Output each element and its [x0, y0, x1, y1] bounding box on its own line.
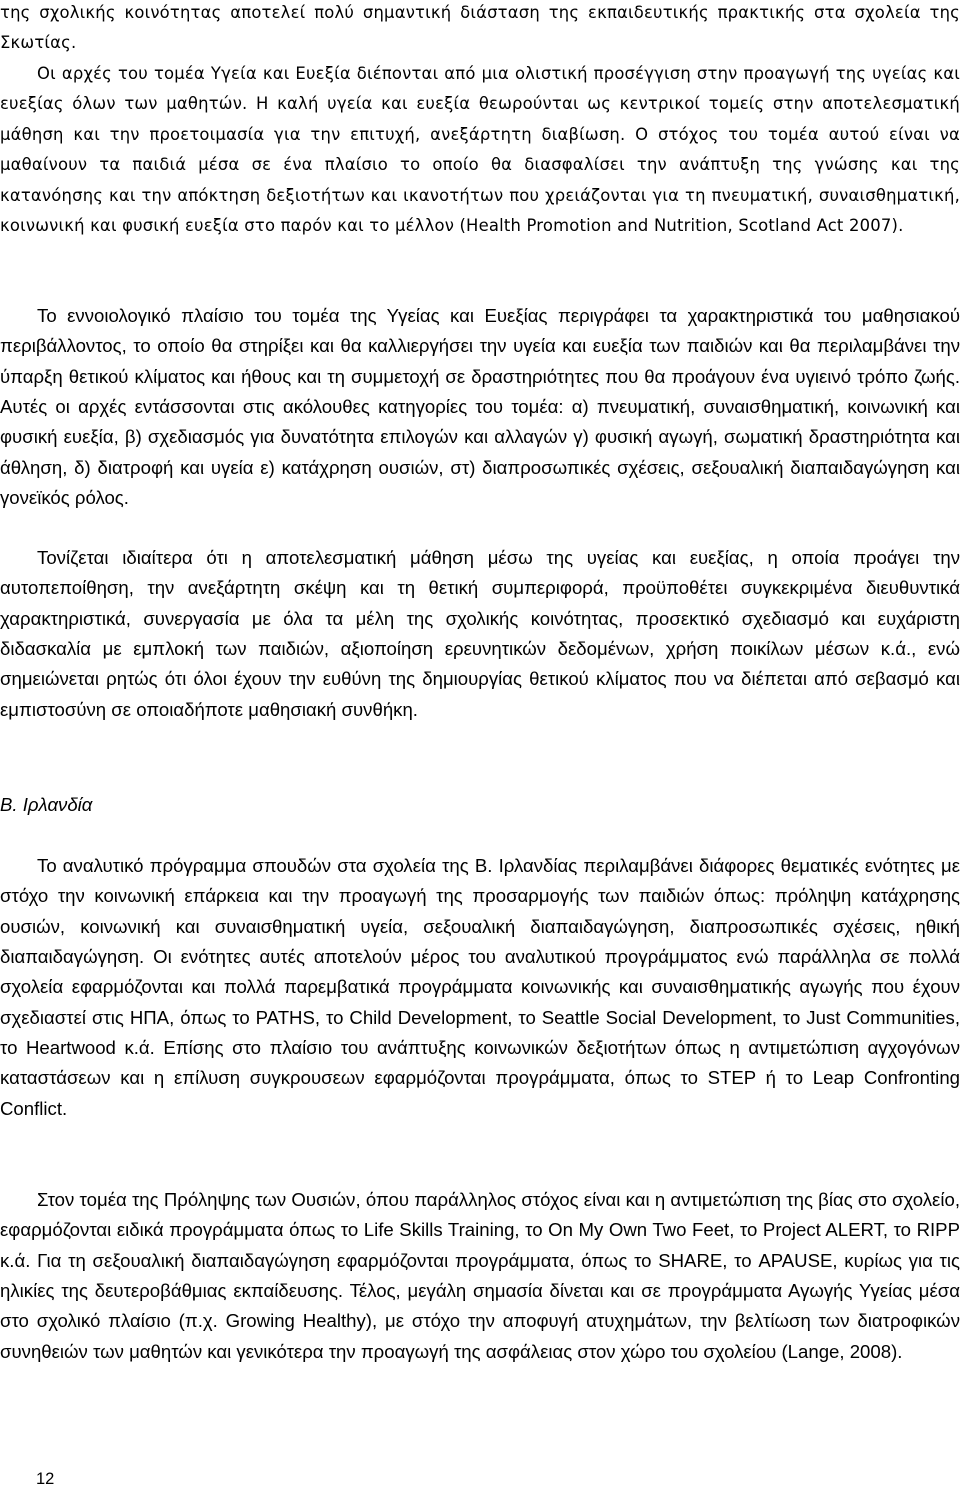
- paragraph-conceptual-framework: Το εννοιολογικό πλαίσιο του τομέα της Υγείας και Ευεξίας περιγράφει τα χαρακτηριστικά του μαθησιακού περιβάλλοντος, το οποίο θα στηρίξει και θα καλλιεργήσει την υγεία και ευεξία των παιδιών και θα περιλαμβάνει την ύπαρξη θετικού κλίματος και ήθους και τη συμμετοχή σε δραστηριότητες που θα προάγουν ένα υγιεινό τρόπο ζωής. Αυτές οι αρχές εντάσσονται στις ακόλουθες κατηγορίες του τομέα: α) πνευματική, συναισθηματική, κοινωνική και φυσική ευεξία, β) σχεδιασμός για δυνατότητα επιλογών και αλλαγών γ) φυσική αγωγή, σωματική δραστηριότητα και άθληση, δ) διατροφή και υγεία ε) κατάχρηση ουσιών, στ) διαπροσωπικές σχέσεις, σεξουαλική διαπαιδαγώγηση και γονεϊκός ρόλος.: [0, 305, 960, 509]
- paragraph-effective-learning: Τονίζεται ιδιαίτερα ότι η αποτελεσματική μάθηση μέσω της υγείας και ευεξίας, η οποία προάγει την αυτοπεποίθηση, την ανεξάρτητη σκέψη και τη θετική συμπεριφορά, προϋποθέτει συγκεκριμένα διευθυντικά χαρακτηριστικά, συνεργασία με όλα τα μέλη της σχολικής κοινότητας, προσεκτικό σχεδιασμό και ευχάριστη διδασκαλία με εμπλοκή των παιδιών, αξιοποίηση ερευνητικών δεδομένων, χρήση ποικίλων μέσων κ.ά., ενώ σημειώνεται ρητώς ότι όλοι έχουν την ευθύνη της δημιουργίας θετικού κλίματος που να διέπεται από σεβασμό και εμπιστοσύνη σε οποιαδήποτε μαθησιακή συνθήκη.: [0, 547, 960, 720]
- paragraph-scotland-intro-end: της σχολικής κοινότητας αποτελεί πολύ σημαντική διάσταση της εκπαιδευτικής πρακτικής στα σχολεία της Σκωτίας.: [0, 3, 960, 53]
- paragraph-ni-curriculum: Το αναλυτικό πρόγραμμα σπουδών στα σχολεία της Β. Ιρλανδίας περιλαμβάνει διάφορες θεματικές ενότητες με στόχο την κοινωνική επάρκεια και την προαγωγή της προσαρμογής των παιδιών όπως: πρόληψη κατάχρησης ουσιών, κοινωνική και συναισθηματική υγεία, σεξουαλική διαπαιδαγώγηση, διαπροσωπικές σχέσεις, ηθική διαπαιδαγώγηση. Οι ενότητες αυτές αποτελούν μέρος του αναλυτικού προγράμματος ενώ παράλληλα σε πολλά σχολεία εφαρμόζονται και πολλά παρεμβατικά προγράμματα κοινωνικής και συναισθηματικής αγωγής που έχουν σχεδιαστεί στις ΗΠΑ, όπως το PATHS, το Child Development, το Seattle Social Development, το Just Communities, το Heartwood κ.ά. Επίσης στο πλαίσιο του ανάπτυξης κοινωνικών δεξιοτήτων όπως η αντιμετώπιση αγχογόνων καταστάσεων και η επίλυση συγκρουσεων εφαρμόζονται προγράμματα, όπως το STEP ή το Leap Confronting Conflict.: [0, 855, 960, 1119]
- section-heading-northern-ireland: Β. Ιρλανδία: [0, 794, 93, 815]
- page-number: 12: [36, 1470, 55, 1488]
- paragraph-substance-prevention: Στον τομέα της Πρόληψης των Ουσιών, όπου παράλληλος στόχος είναι και η αντιμετώπιση της βίας στο σχολείο, εφαρμόζονται ειδικά προγράμματα όπως το Life Skills Training, το On My Own Two Feet, το Project ALERT, το RIPP κ.ά. Για τη σεξουαλική διαπαιδαγώγηση εφαρμόζονται προγράμματα, όπως το SHARE, το APAUSE, κυρίως για τις ηλικίες της δευτεροβάθμιας εκπαίδευσης. Τέλος, μεγάλη σημασία δίνεται και σε προγράμματα Αγωγής Υγείας μέσα στο σχολικό πλαίσιο (π.χ. Growing Healthy), με στόχο την αποφυγή ατυχημάτων, την βελτίωση των διατροφικών συνηθειών των μαθητών και γενικότερα την προαγωγή της ασφάλειας στον χώρο του σχολείου (Lange, 2008).: [0, 1189, 960, 1362]
- paragraph-health-wellbeing-principles: Οι αρχές του τομέα Υγεία και Ευεξία διέπονται από μια ολιστική προσέγγιση στην προαγωγή της υγείας και ευεξίας όλων των μαθητών. Η καλή υγεία και ευεξία θεωρούνται ως κεντρικοί τομείς στην αποτελεσματική μάθηση και την προετοιμασία για την επιτυχή, ανεξάρτητη διαβίωση. Ο στόχος του τομέα αυτού είναι να μαθαίνουν τα παιδιά μέσα σε ένα πλαίσιο το οποίο θα διασφαλίσει την ανάπτυξη της γνώσης και της κατανόησης και την απόκτηση δεξιοτήτων και ικανοτήτων που χρειάζονται για τη πνευματική, συναισθηματική, κοινωνική και φυσική ευεξία στο παρόν και το μέλλον (Health Promotion and Nutrition, Scotland Act 2007).: [0, 64, 960, 236]
